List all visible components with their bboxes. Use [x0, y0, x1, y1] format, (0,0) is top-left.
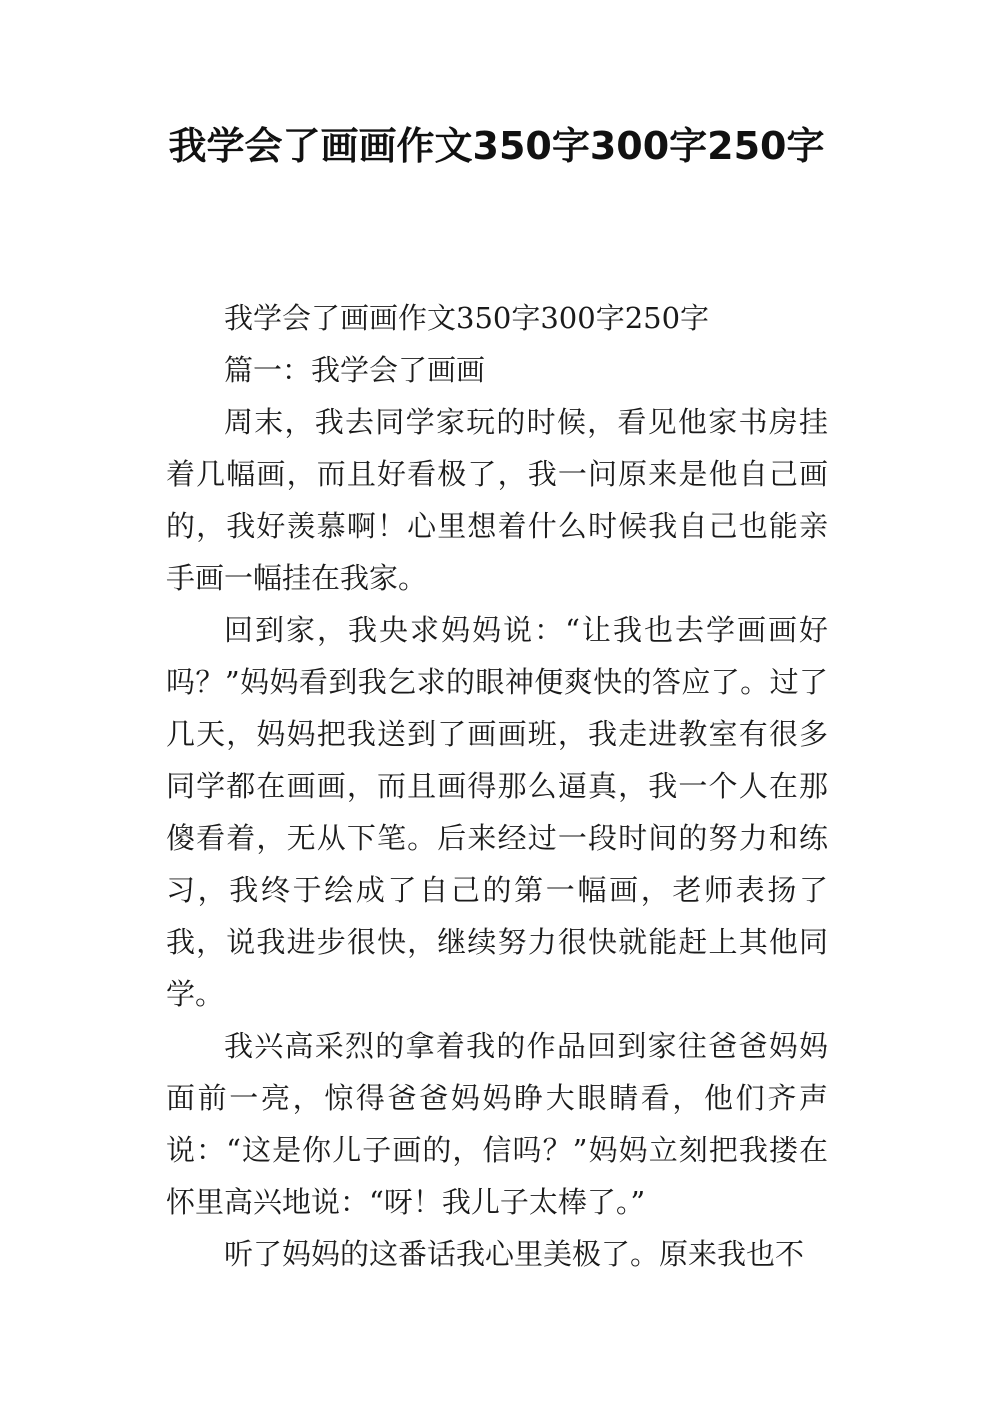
document-title: 我学会了画画作文350字300字250字	[168, 124, 825, 168]
paragraph: 我兴高采烈的拿着我的作品回到家往爸爸妈妈面前一亮，惊得爸爸妈妈睁大眼睛看，他们齐声说：“这是你儿子画的，信吗？”妈妈立刻把我搂在怀里高兴地说：“呀！我儿子太棒了。”	[166, 1029, 828, 1219]
document-body	[166, 292, 828, 1280]
paragraph: 回到家，我央求妈妈说：“让我也去学画画好吗？”妈妈看到我乞求的眼神便爽快的答应了。过了几天，妈妈把我送到了画画班，我走进教室有很多同学都在画画，而且画得那么逼真，我一个人在那傻看着，无从下笔。后来经过一段时间的努力和练习，我终于绘成了自己的第一幅画，老师表扬了我，说我进步很快，继续努力很快就能赶上其他同学。	[166, 613, 828, 1011]
paragraph-heading-repeat: 我学会了画画作文350字300字250字	[224, 301, 710, 335]
paragraph: 听了妈妈的这番话我心里美极了。原来我也不	[224, 1237, 805, 1271]
paragraph: 周末，我去同学家玩的时候，看见他家书房挂着几幅画，而且好看极了，我一问原来是他自己画的，我好羡慕啊！心里想着什么时候我自己也能亲手画一幅挂在我家。	[166, 405, 828, 595]
paragraph-section-label: 篇一：我学会了画画	[224, 353, 486, 387]
